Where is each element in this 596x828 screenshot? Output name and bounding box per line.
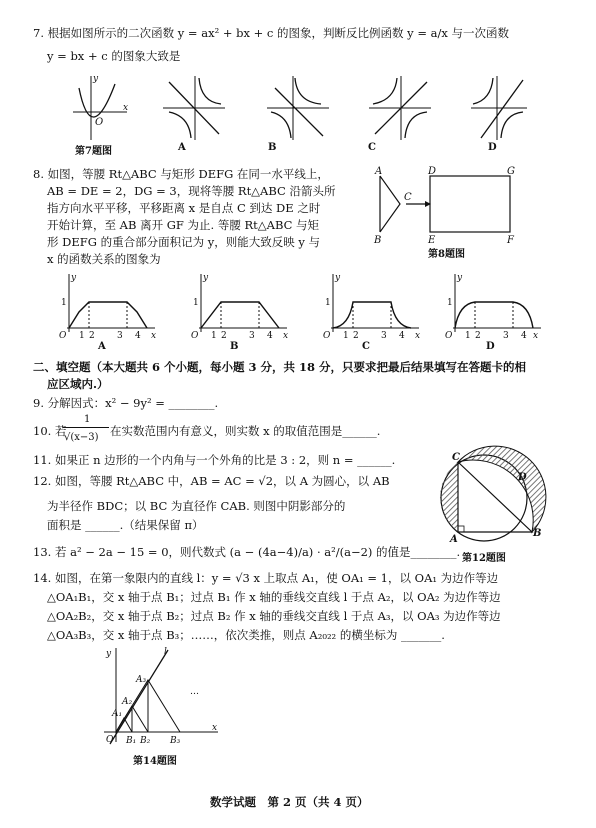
q14-figure [100,644,230,748]
svg-text:4: 4 [267,331,273,341]
svg-text:x: x [283,331,289,341]
q10-pre: 10. 若 [33,424,67,438]
svg-text:O: O [95,117,104,128]
svg-text:x: x [415,331,421,341]
svg-text:B: B [374,235,382,246]
q7-option-d-graph [471,76,527,140]
q14-line4: △OA₃B₃，交 x 轴于点 B₃；……，依次类推，则点 A₂₀₂₂ 的横坐标为 _______. [47,628,445,642]
svg-text:D: D [518,472,527,483]
svg-text:E: E [428,235,436,246]
svg-text:3: 3 [117,331,123,341]
svg-text:A: A [450,534,458,545]
svg-text:4: 4 [521,331,527,341]
q12-line3: 面积是 ______.（结果保留 π） [47,518,204,532]
q10-denominator: √(x−3) [64,432,99,443]
section2-heading-line2: 应区域内.） [47,377,109,391]
svg-text:A: A [375,166,383,177]
svg-text:B₃: B₃ [170,736,181,746]
svg-text:4: 4 [399,331,405,341]
q8-graph-d [453,274,541,332]
q7-option-c: C [368,142,376,153]
q12-fig-caption: 第12题图 [462,553,506,564]
section2-heading-line1: 二、填空题（本大题共 6 个小题，每小题 3 分，共 18 分，只要求把最后结果填写在答题卡的相 [33,360,527,374]
svg-text:3: 3 [249,331,255,341]
q8-line5: 形 DEFG 的重合部分面积记为 y，则能大致反映 y 与 [47,235,321,249]
q8-graph-b [199,274,287,332]
svg-text:y: y [203,273,209,283]
svg-text:1: 1 [343,331,349,341]
svg-text:…: … [190,687,199,697]
svg-text:O: O [59,331,67,341]
svg-text:1: 1 [211,331,217,341]
q14-fig-caption: 第14题图 [133,756,177,767]
q8-line4: 开始计算，至 AB 离开 GF 为止. 等腰 Rt△ABC 与矩 [47,218,320,232]
q7-line1: 7. 根据如图所示的二次函数 y = ax² + bx + c 的图象，判断反比例函数 y = a/x 与一次函数 [33,26,509,40]
q8-option-a: A [98,341,106,352]
q8-graph-a [67,274,155,332]
q8-line6: x 的函数关系的图象为 [47,252,161,266]
svg-text:B₂: B₂ [140,736,151,746]
svg-text:1: 1 [465,331,471,341]
svg-text:3: 3 [381,331,387,341]
svg-text:2: 2 [475,331,481,341]
svg-text:O: O [445,331,453,341]
q12-line2: 为半径作 BDC；以 BC 为直径作 CAB. 则图中阴影部分的 [47,499,346,513]
q12-figure [436,450,546,550]
q8-figure [370,162,530,248]
q11-text: 11. 如果正 n 边形的一个内角与一个外角的比是 3 : 2，则 n = ______. [33,453,396,467]
svg-text:1: 1 [79,331,85,341]
svg-text:2: 2 [89,331,95,341]
q10-fraction-bar [63,427,109,428]
q12-line1: 12. 如图，等腰 Rt△ABC 中，AB = AC = √2，以 A 为圆心，以 AB [33,474,390,488]
svg-text:B: B [533,528,542,539]
svg-text:x: x [123,103,129,113]
q7-line2: y = bx + c 的图象大致是 [47,49,181,63]
q8-line1: 8. 如图，等腰 Rt△ABC 与矩形 DEFG 在同一水平线上， [33,167,329,181]
q9-text: 9. 分解因式：x² − 9y² = ________. [33,396,219,410]
q7-option-a: A [178,142,186,153]
page-footer: 数学试题 第 2 页（共 4 页） [210,795,369,809]
svg-text:O: O [323,331,331,341]
q8-option-d: D [486,341,495,352]
svg-text:2: 2 [353,331,359,341]
svg-text:x: x [151,331,157,341]
svg-text:y: y [106,649,112,659]
svg-text:G: G [507,166,515,177]
svg-text:B₁: B₁ [126,736,137,746]
svg-text:O: O [106,735,114,745]
q7-figures [55,68,525,164]
svg-text:1: 1 [61,298,67,308]
q8-fig-caption: 第8题图 [428,249,465,260]
svg-text:4: 4 [135,331,141,341]
q10-post: 在实数范围内有意义，则实数 x 的取值范围是______. [110,424,381,438]
svg-text:D: D [428,166,437,177]
q7-option-b-graph [267,76,329,140]
q14-line3: △OA₂B₂，交 x 轴于点 B₂；过点 B₂ 作 x 轴的垂线交直线 l 于点 A₃，以 OA₃ 为边作等边 [47,609,501,623]
q7-fig-caption: 第7题图 [75,146,112,157]
svg-text:2: 2 [221,331,227,341]
svg-text:C: C [404,192,412,203]
q13-text: 13. 若 a² − 2a − 15 = 0，则代数式 (a − (4a−4)/a) · a²/(a−2) 的值是________. [33,545,461,559]
q8-option-graphs [55,270,539,342]
svg-text:1: 1 [447,298,453,308]
q8-line2: AB = DE = 2，DG = 3，现将等腰 Rt△ABC 沿箭头所 [47,184,336,198]
svg-text:x: x [533,331,539,341]
q14-line2: △OA₁B₁，交 x 轴于点 B₁；过点 B₁ 作 x 轴的垂线交直线 l 于点 A₂，以 OA₂ 为边作等边 [47,590,501,604]
q7-fig-parabola [73,76,127,140]
svg-text:C: C [452,452,460,463]
q7-option-a-graph [163,76,225,140]
svg-text:3: 3 [503,331,509,341]
svg-text:y: y [71,273,77,283]
svg-text:1: 1 [325,298,331,308]
q8-line3: 指方向水平平移，平移距离 x 是自点 C 到达 DE 之时 [47,201,321,215]
q8-graph-c [331,274,419,332]
svg-text:y: y [335,273,341,283]
svg-text:A₃: A₃ [136,675,147,685]
svg-text:A₁: A₁ [112,709,123,719]
q10-numerator: 1 [84,414,91,425]
svg-text:1: 1 [193,298,199,308]
svg-text:x: x [212,723,218,733]
svg-text:F: F [507,235,514,246]
svg-text:y: y [457,273,463,283]
q7-option-b: B [268,142,277,153]
svg-text:y: y [93,74,99,84]
q14-line1: 14. 如图，在第一象限内的直线 l：y = √3 x 上取点 A₁，使 OA₁ = 1，以 OA₁ 为边作等边 [33,571,499,585]
q7-option-c-graph [369,76,431,140]
svg-text:A₂: A₂ [122,697,133,707]
q8-option-c: C [362,341,370,352]
svg-text:O: O [191,331,199,341]
q8-option-b: B [230,341,239,352]
q7-option-d: D [488,142,497,153]
svg-text:l: l [164,647,167,657]
